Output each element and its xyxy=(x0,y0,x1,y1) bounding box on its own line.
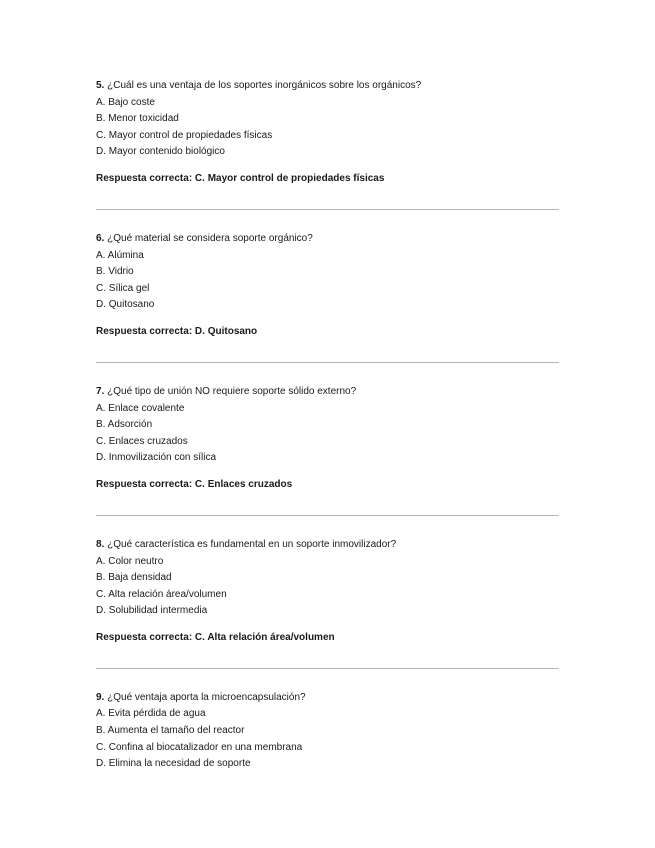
divider xyxy=(96,209,559,210)
option-d: D. Mayor contenido biológico xyxy=(96,146,225,158)
question-text: ¿Qué ventaja aporta la microencapsulación? xyxy=(107,691,306,703)
question-block-8 xyxy=(96,537,559,669)
correct-answer: Respuesta correcta: C. Alta relación área/volumen xyxy=(96,631,335,643)
option-b: B. Aumenta el tamaño del reactor xyxy=(96,725,245,737)
question-block-6 xyxy=(96,231,559,363)
question-stem xyxy=(96,231,559,248)
option-a: A. Enlace covalente xyxy=(96,402,185,414)
question-number: 7. xyxy=(96,385,105,397)
option-b: B. Baja densidad xyxy=(96,572,172,584)
divider xyxy=(96,515,559,516)
question-text: ¿Qué característica es fundamental en un soporte inmovilizador? xyxy=(107,538,397,550)
divider xyxy=(96,362,559,363)
question-stem xyxy=(96,384,559,401)
option-c: C. Confina al biocatalizador en una membrana xyxy=(96,741,303,753)
option-b: B. Menor toxicidad xyxy=(96,113,179,125)
question-text: ¿Qué tipo de unión NO requiere soporte sólido externo? xyxy=(107,385,357,397)
option-d: D. Quitosano xyxy=(96,299,155,311)
divider xyxy=(96,668,559,669)
correct-answer: Respuesta correcta: D. Quitosano xyxy=(96,325,258,337)
question-text: ¿Qué material se considera soporte orgánico? xyxy=(107,232,313,244)
question-stem xyxy=(96,537,559,554)
question-stem xyxy=(96,690,559,707)
option-d: D. Inmovilización con sílica xyxy=(96,452,217,464)
question-number: 8. xyxy=(96,538,105,550)
option-a: A. Color neutro xyxy=(96,555,164,567)
question-block-7 xyxy=(96,384,559,516)
option-c: C. Alta relación área/volumen xyxy=(96,588,227,600)
option-a: A. Bajo coste xyxy=(96,96,155,108)
question-number: 9. xyxy=(96,691,105,703)
question-number: 6. xyxy=(96,232,105,244)
option-c: C. Mayor control de propiedades físicas xyxy=(96,129,273,141)
option-b: B. Adsorción xyxy=(96,419,153,431)
option-d: D. Solubilidad intermedia xyxy=(96,605,208,617)
correct-answer: Respuesta correcta: C. Mayor control de propiedades físicas xyxy=(96,172,385,184)
option-d: D. Elimina la necesidad de soporte xyxy=(96,758,251,770)
question-number: 5. xyxy=(96,80,105,91)
quiz-document xyxy=(96,78,559,773)
question-block-5 xyxy=(96,78,559,210)
question-text: ¿Cuál es una ventaja de los soportes inorgánicos sobre los orgánicos? xyxy=(107,80,422,91)
option-c: C. Enlaces cruzados xyxy=(96,435,188,447)
option-a: A. Alúmina xyxy=(96,249,144,261)
option-c: C. Sílica gel xyxy=(96,282,150,294)
option-a: A. Evita pérdida de agua xyxy=(96,708,206,720)
question-block-9 xyxy=(96,690,559,773)
option-b: B. Vidrio xyxy=(96,266,134,278)
correct-answer: Respuesta correcta: C. Enlaces cruzados xyxy=(96,478,293,490)
question-stem xyxy=(96,78,559,95)
